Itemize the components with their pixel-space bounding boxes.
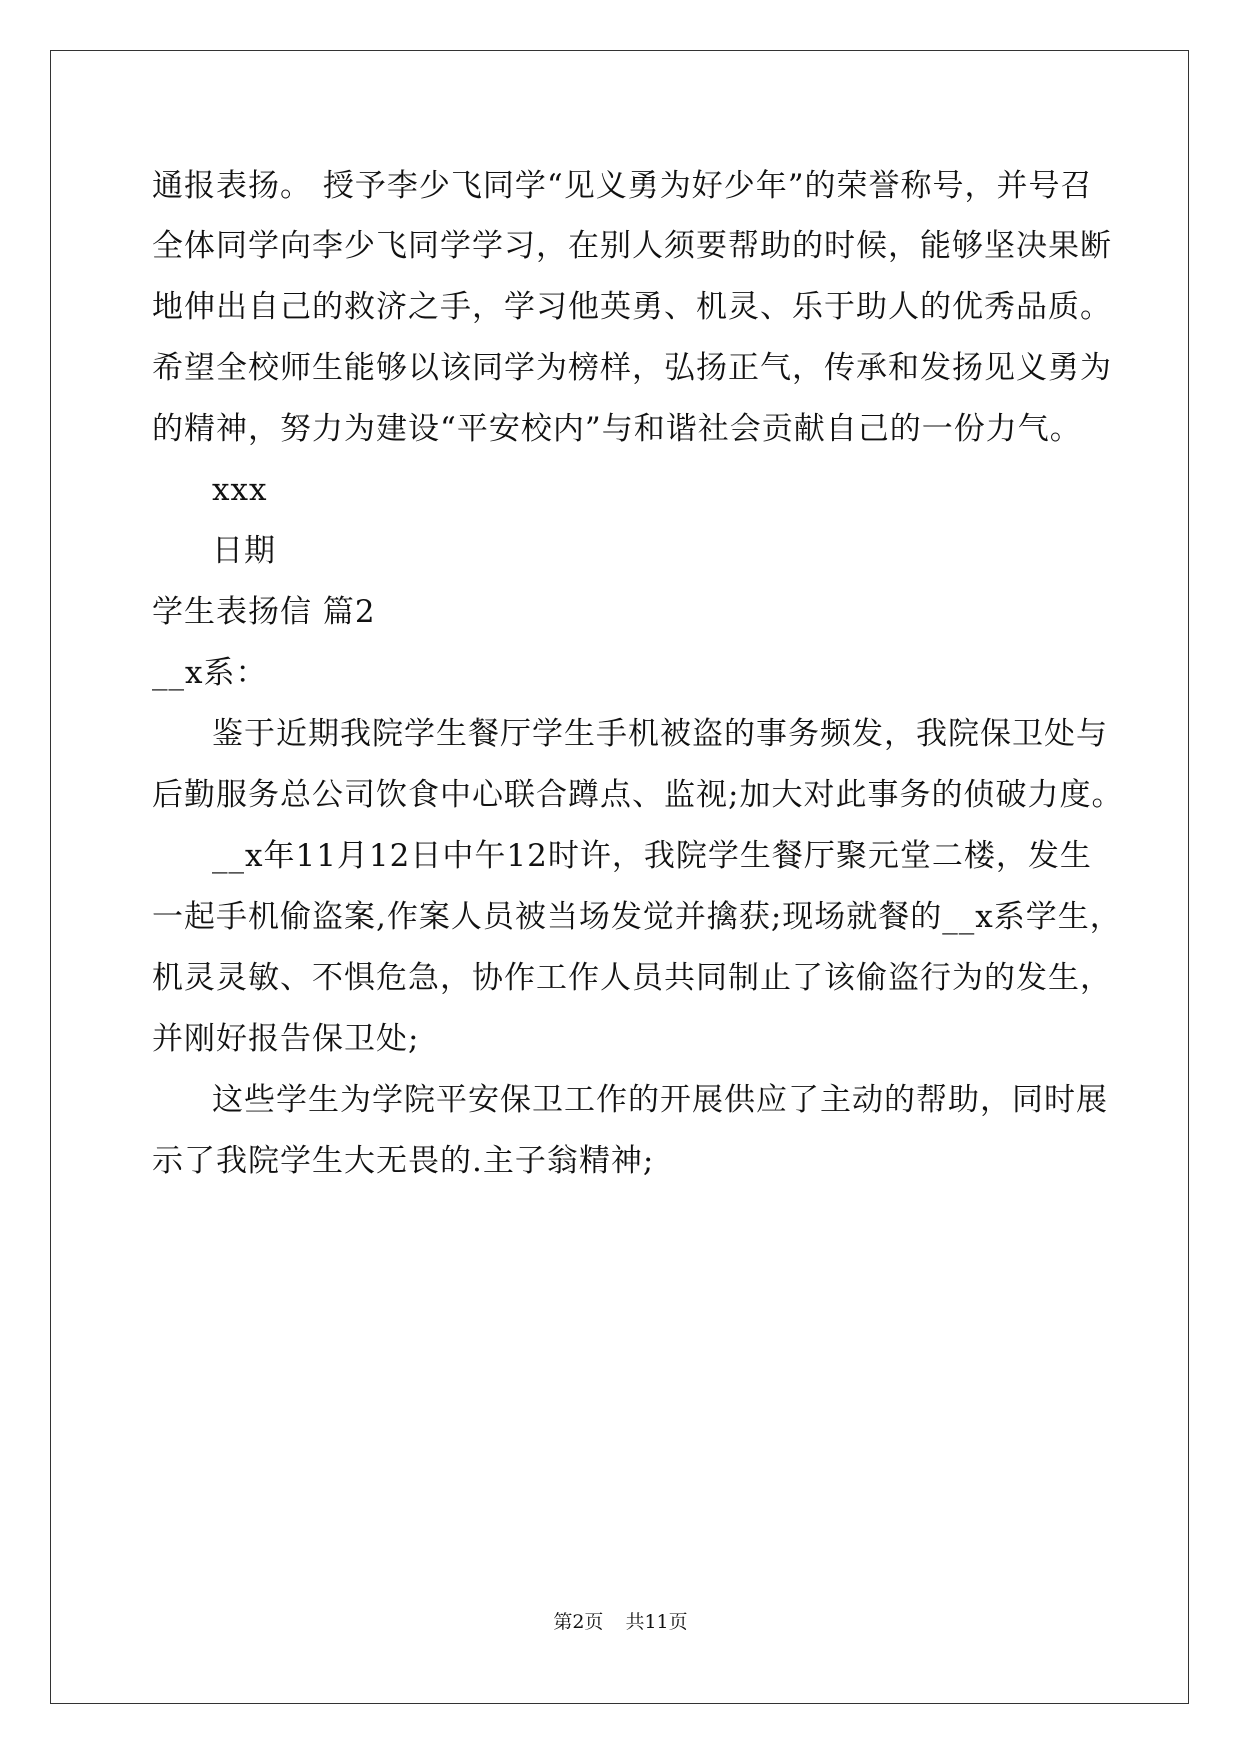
section-heading: 学生表扬信 篇2	[152, 594, 376, 630]
page-footer	[0, 1610, 1241, 1634]
body-line-4: 希望全校师生能够以该同学为榜样，弘扬正气，传承和发扬见义勇为	[152, 350, 1112, 386]
body-line-7: 后勤服务总公司饮食中心联合蹲点、监视;加大对此事务的侦破力度。	[152, 777, 1124, 813]
body-line-1: 通报表扬。 授予李少飞同学“见义勇为好少年”的荣誉称号，并号召	[152, 168, 1093, 204]
body-line-8: __x年11月12日中午12时许，我院学生餐厅聚元堂二楼，发生	[212, 838, 1092, 874]
body-line-11: 并刚好报告保卫处;	[152, 1021, 420, 1057]
signature-date: 日期	[212, 533, 276, 569]
page-number: 第2页	[553, 1611, 604, 1633]
signature-name: xxx	[212, 472, 268, 508]
body-line-12: 这些学生为学院平安保卫工作的开展供应了主动的帮助，同时展	[212, 1082, 1108, 1118]
salutation: __x系：	[152, 655, 268, 691]
body-line-13: 示了我院学生大无畏的.主子翁精神;	[152, 1143, 655, 1179]
body-line-10: 机灵灵敏、不惧危急，协作工作人员共同制止了该偷盗行为的发生，	[152, 960, 1112, 996]
body-line-6: 鉴于近期我院学生餐厅学生手机被盗的事务频发，我院保卫处与	[212, 716, 1108, 752]
body-line-2: 全体同学向李少飞同学学习，在别人须要帮助的时候，能够坚决果断	[152, 228, 1112, 264]
page-total: 共11页	[625, 1611, 688, 1633]
body-line-5: 的精神，努力为建设“平安校内”与和谐社会贡献自己的一份力气。	[152, 411, 1082, 447]
body-line-3: 地伸出自己的救济之手，学习他英勇、机灵、乐于助人的优秀品质。	[152, 289, 1112, 325]
body-line-9: 一起手机偷盗案,作案人员被当场发觉并擒获;现场就餐的__x系学生，	[152, 899, 1122, 935]
